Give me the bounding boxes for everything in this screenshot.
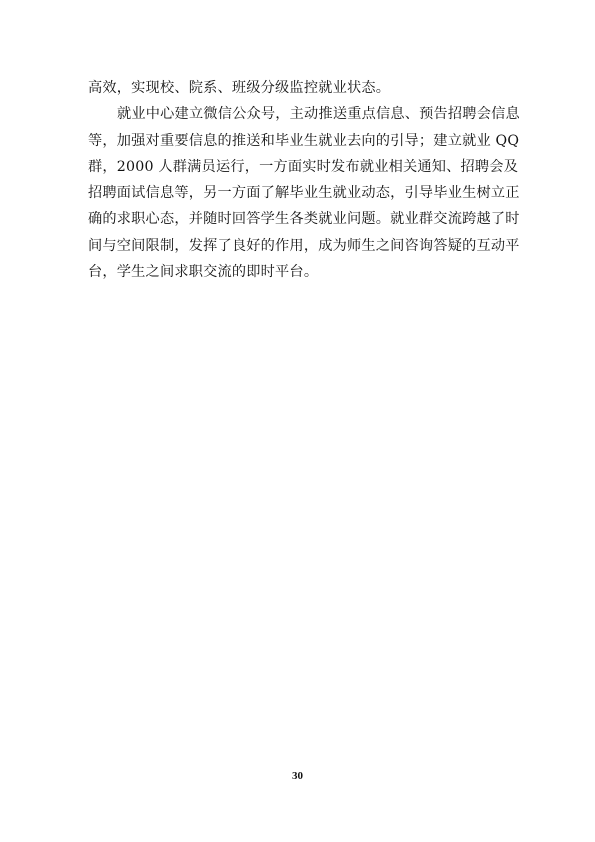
paragraph-continuation (88, 75, 510, 101)
text-line: 就业中心建立微信公众号，主动推送重点信息、预告招聘会信息 (117, 106, 520, 123)
text-line: 招聘面试信息等，另一方面了解毕业生就业动态，引导毕业生树立正 (88, 185, 520, 202)
body-text (88, 75, 520, 285)
text-line: 等，加强对重要信息的推送和毕业生就业去向的引导；建立就业 QQ (88, 132, 520, 149)
text-line: 确的求职心态，并随时回答学生各类就业问题。就业群交流跨越了时 (88, 211, 520, 228)
text-line: 高效，实现校、院系、班级分级监控就业状态。 (88, 80, 391, 96)
text-line: 间与空间限制，发挥了良好的作用，成为师生之间咨询答疑的互动平 (88, 237, 520, 254)
page-number: 30 (292, 770, 303, 782)
text-line: 群，2000 人群满员运行，一方面实时发布就业相关通知、招聘会及 (88, 158, 519, 175)
text-line: 台，学生之间求职交流的即时平台。 (88, 264, 319, 281)
paragraph-wechat-qq (88, 101, 520, 285)
